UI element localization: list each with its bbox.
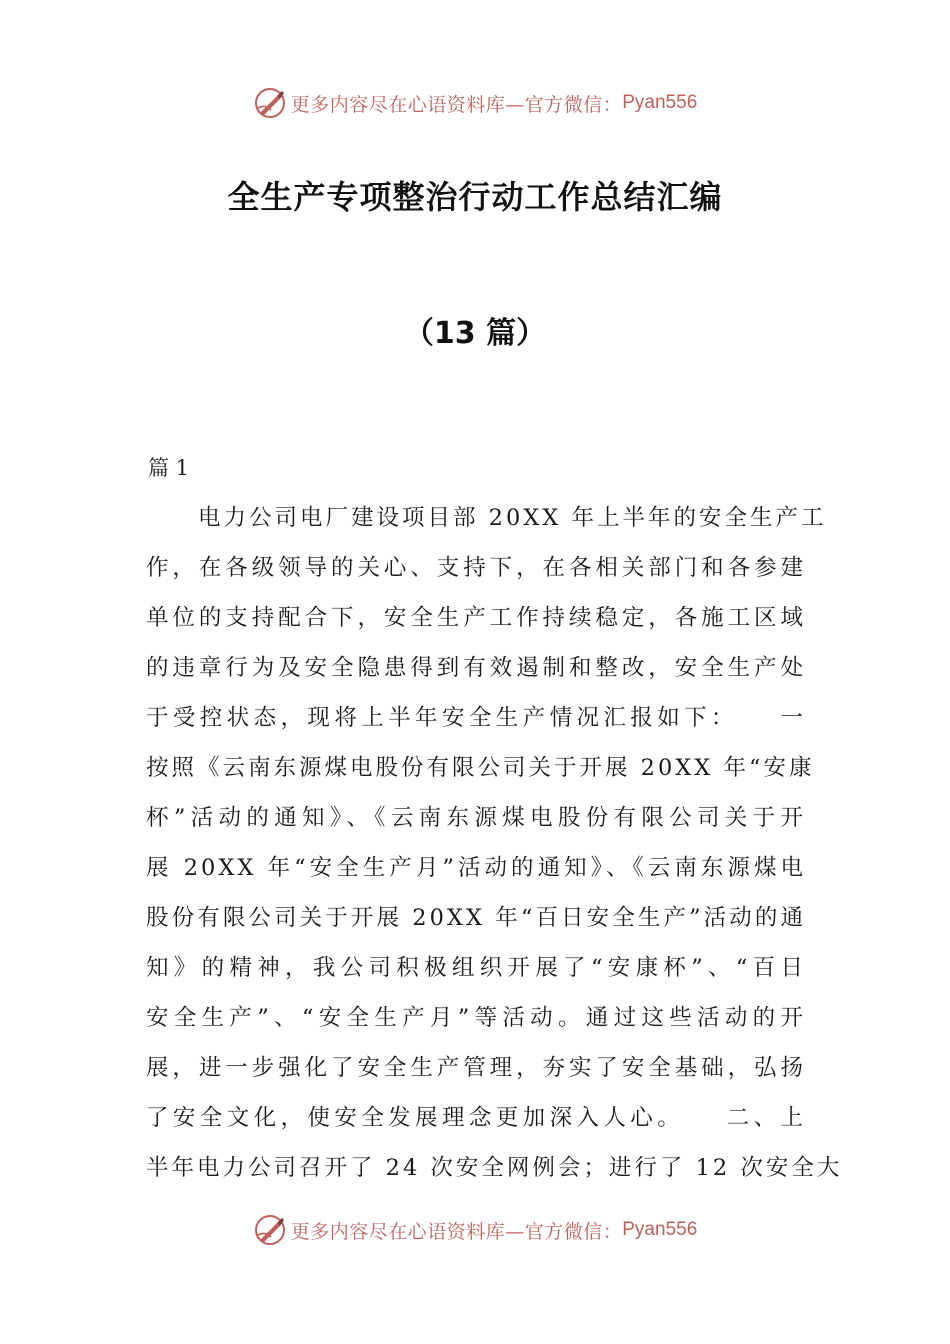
banner-wechat-id: Pyan556 (622, 92, 698, 113)
header-watermark-banner (0, 83, 950, 123)
footer-watermark-banner (0, 1210, 950, 1250)
body-line: 单位的支持配合下，安全生产工作持续稳定，各施工区域 (146, 605, 806, 631)
body-line: 知》的精神，我公司积极组织开展了“安康杯”、“百日 (146, 955, 806, 981)
pen-logo-icon (253, 1213, 287, 1247)
banner-wechat-id: Pyan556 (622, 1219, 698, 1240)
section-label: 篇 1 (148, 456, 190, 480)
body-line: 展 20XX 年“安全生产月”活动的通知》、《云南东源煤电 (146, 855, 806, 881)
body-line: 按照《云南东源煤电股份有限公司关于开展 20XX 年“安康 (146, 755, 815, 781)
banner-text: 更多内容尽在心语资料库—官方微信： (290, 1220, 623, 1243)
body-line: 作，在各级领导的关心、支持下，在各相关部门和各参建 (146, 555, 806, 581)
body-line: 电力公司电厂建设项目部 20XX 年上半年的安全生产工 (198, 505, 827, 531)
body-line: 的违章行为及安全隐患得到有效遏制和整改，安全生产处 (146, 655, 806, 681)
body-line: 展，进一步强化了安全生产管理，夯实了安全基础，弘扬 (146, 1055, 806, 1081)
body-line: 股份有限公司关于开展 20XX 年“百日安全生产”活动的通 (146, 905, 806, 931)
banner-text: 更多内容尽在心语资料库—官方微信： (290, 93, 623, 116)
body-line: 了安全文化，使安全发展理念更加深入人心。 二、上 (146, 1105, 806, 1131)
document-subtitle: （13 篇） (403, 316, 547, 351)
pen-logo-icon (253, 86, 287, 120)
document-title: 全生产专项整治行动工作总结汇编 (227, 178, 723, 216)
body-line: 杯”活动的通知》、《云南东源煤电股份有限公司关于开 (146, 805, 806, 831)
body-paragraph (146, 493, 843, 1193)
body-line: 半年电力公司召开了 24 次安全网例会；进行了 12 次安全大 (146, 1155, 843, 1181)
body-line: 安全生产”、“安全生产月”等活动。通过这些活动的开 (146, 1005, 806, 1031)
body-line: 于受控状态，现将上半年安全生产情况汇报如下： 一 (146, 705, 806, 731)
